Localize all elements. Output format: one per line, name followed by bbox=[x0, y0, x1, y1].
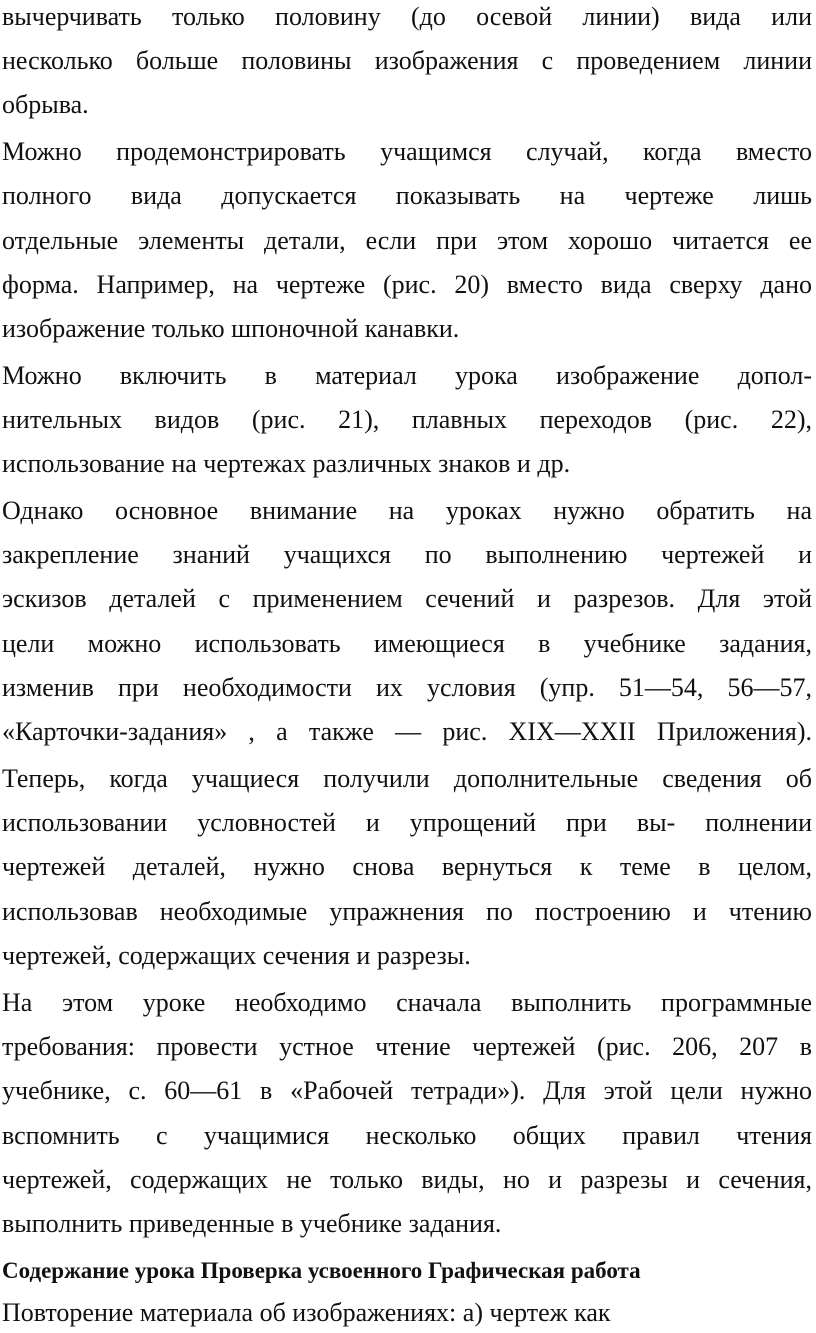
text-line: нительных видов (рис. 21), плавных переходов (рис. 22), bbox=[2, 405, 812, 434]
text-line: требования: провести устное чтение чертежей (рис. 206, 207 в bbox=[2, 1032, 812, 1061]
text-line: полного вида допускается показывать на чертеже лишь bbox=[2, 181, 812, 210]
text-line: чертежей, содержащих сечения и разрезы. bbox=[2, 941, 471, 970]
text-line: вспомнить с учащимися несколько общих правил чтения bbox=[2, 1121, 812, 1150]
text-line: использование на чертежах различных знаков и др. bbox=[2, 449, 571, 478]
text-line: Теперь, когда учащиеся получили дополнительные сведения об bbox=[2, 764, 812, 793]
text-line: изменив при необходимости их условия (упр. 51—54, 56—57, bbox=[2, 673, 812, 702]
text-line: чертежей деталей, нужно снова вернуться к теме в целом, bbox=[2, 852, 812, 881]
text-line: Можно включить в материал урока изображение допол- bbox=[2, 361, 812, 390]
text-line: цели можно использовать имеющиеся в учебнике задания, bbox=[2, 629, 812, 658]
text-line: Можно продемонстрировать учащимся случай, когда вместо bbox=[2, 137, 812, 166]
text-line: изображение только шпоночной канавки. bbox=[2, 314, 460, 343]
text-line: чертежей, содержащих не только виды, но и разрезы и сечения, bbox=[2, 1165, 812, 1194]
text-line: форма. Например, на чертеже (рис. 20) вместо вида сверху дано bbox=[2, 270, 812, 299]
text-line: Повторение материала об изображениях: а) чертеж как bbox=[2, 1298, 611, 1327]
text-line: «Карточки-задания» , а также — рис. XIX—XXII Приложения). bbox=[2, 717, 812, 746]
text-line: На этом уроке необходимо сначала выполнить программные bbox=[2, 988, 812, 1017]
text-line: вычерчивать только половину (до осевой линии) вида или bbox=[2, 2, 812, 31]
text-line: использовании условностей и упрощений при вы- полнении bbox=[2, 808, 812, 837]
text-line: несколько больше половины изображения с проведением линии bbox=[2, 46, 812, 75]
text-line: обрыва. bbox=[2, 90, 89, 119]
section-heading: Содержание урока Проверка усвоенного Графическая работа bbox=[2, 1258, 641, 1283]
text-line: использовав необходимые упражнения по построению и чтению bbox=[2, 897, 812, 926]
text-line: учебнике, с. 60—61 в «Рабочей тетради»). Для этой цели нужно bbox=[2, 1076, 812, 1105]
text-line: Однако основное внимание на уроках нужно обратить на bbox=[2, 496, 812, 525]
text-line: выполнить приведенные в учебнике задания. bbox=[2, 1209, 502, 1238]
text-line: эскизов деталей с применением сечений и разрезов. Для этой bbox=[2, 584, 812, 613]
text-line: отдельные элементы детали, если при этом хорошо читается ее bbox=[2, 226, 812, 255]
text-line: закрепление знаний учащихся по выполнению чертежей и bbox=[2, 540, 812, 569]
